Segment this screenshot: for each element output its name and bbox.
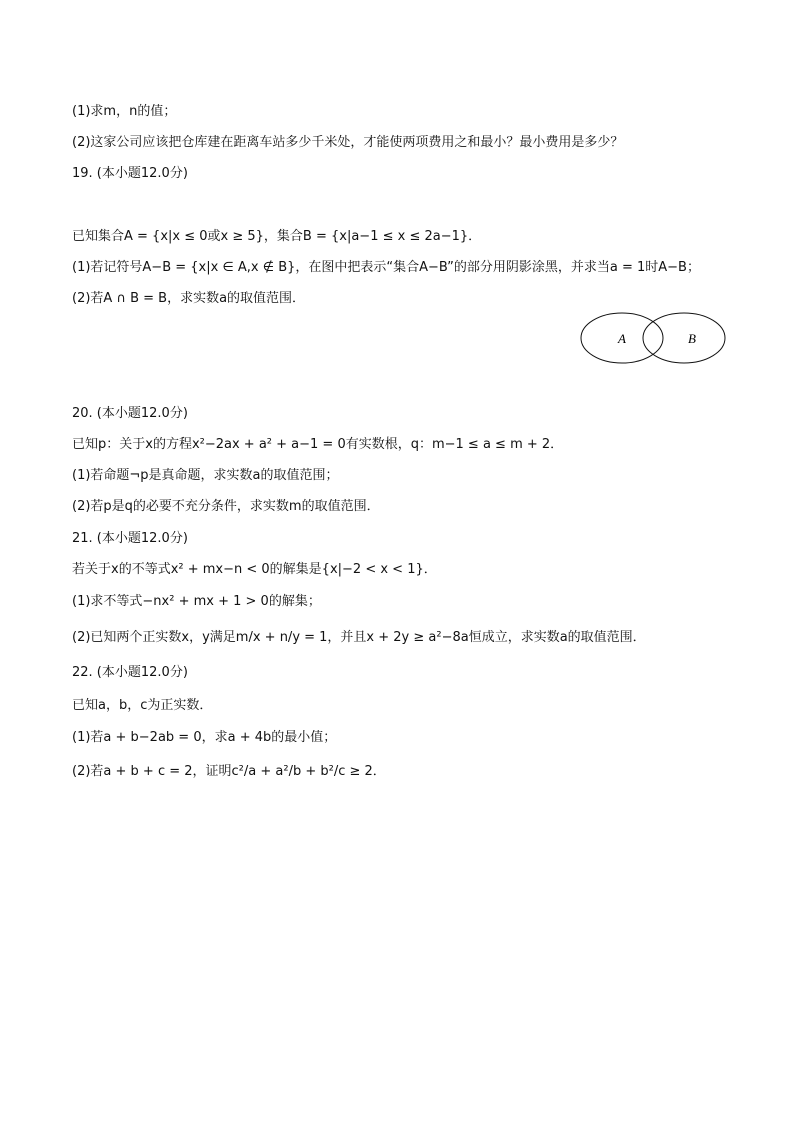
q20-stem: 已知p：关于x的方程x²−2ax + a² + a−1 = 0有实数根，q：m−1 ≤ a ≤ m + 2． bbox=[72, 437, 564, 452]
venn-diagram bbox=[578, 310, 730, 366]
q21-stem: 若关于x的不等式x² + mx−n < 0的解集是{x|−2 < x < 1}． bbox=[72, 562, 437, 577]
q22-part1: (1)若a + b−2ab = 0，求a + 4b的最小值； bbox=[72, 730, 337, 745]
q19-part1: (1)若记符号A−B = {x|x ∈ A,x ∉ B}，在图中把表示“集合A−B”的部分用阴影涂黑，并求当a = 1时A−B； bbox=[72, 260, 700, 275]
venn-label-a: A bbox=[618, 331, 626, 346]
q22-header: 22. (本小题12.0分) bbox=[72, 665, 188, 680]
q20-header: 20. (本小题12.0分) bbox=[72, 406, 188, 421]
q19-part2: (2)若A ∩ B = B，求实数a的取值范围． bbox=[72, 291, 306, 306]
q22-part2: (2)若a + b + c = 2，证明c²/a + a²/b + b²/c ≥ 2． bbox=[72, 764, 386, 779]
venn-circle-b bbox=[643, 313, 725, 363]
q21-header: 21. (本小题12.0分) bbox=[72, 531, 188, 546]
q18-part1: (1)求m，n的值； bbox=[72, 104, 177, 119]
venn-label-b: B bbox=[688, 331, 696, 346]
q20-part1: (1)若命题¬p是真命题，求实数a的取值范围； bbox=[72, 468, 339, 483]
q19-header: 19. (本小题12.0分) bbox=[72, 166, 188, 181]
q19-stem: 已知集合A = {x|x ≤ 0或x ≥ 5}，集合B = {x|a−1 ≤ x ≤ 2a−1}． bbox=[72, 229, 482, 244]
q22-stem: 已知a，b，c为正实数． bbox=[72, 698, 213, 713]
q21-part1: (1)求不等式−nx² + mx + 1 > 0的解集； bbox=[72, 594, 321, 609]
q20-part2: (2)若p是q的必要不充分条件，求实数m的取值范围． bbox=[72, 499, 380, 514]
q18-part2: (2)这家公司应该把仓库建在距离车站多少千米处，才能使两项费用之和最小？最小费用是多少？ bbox=[72, 135, 624, 150]
q21-part2: (2)已知两个正实数x，y满足m/x + n/y = 1，并且x + 2y ≥ a²−8a恒成立，求实数a的取值范围． bbox=[72, 630, 646, 645]
